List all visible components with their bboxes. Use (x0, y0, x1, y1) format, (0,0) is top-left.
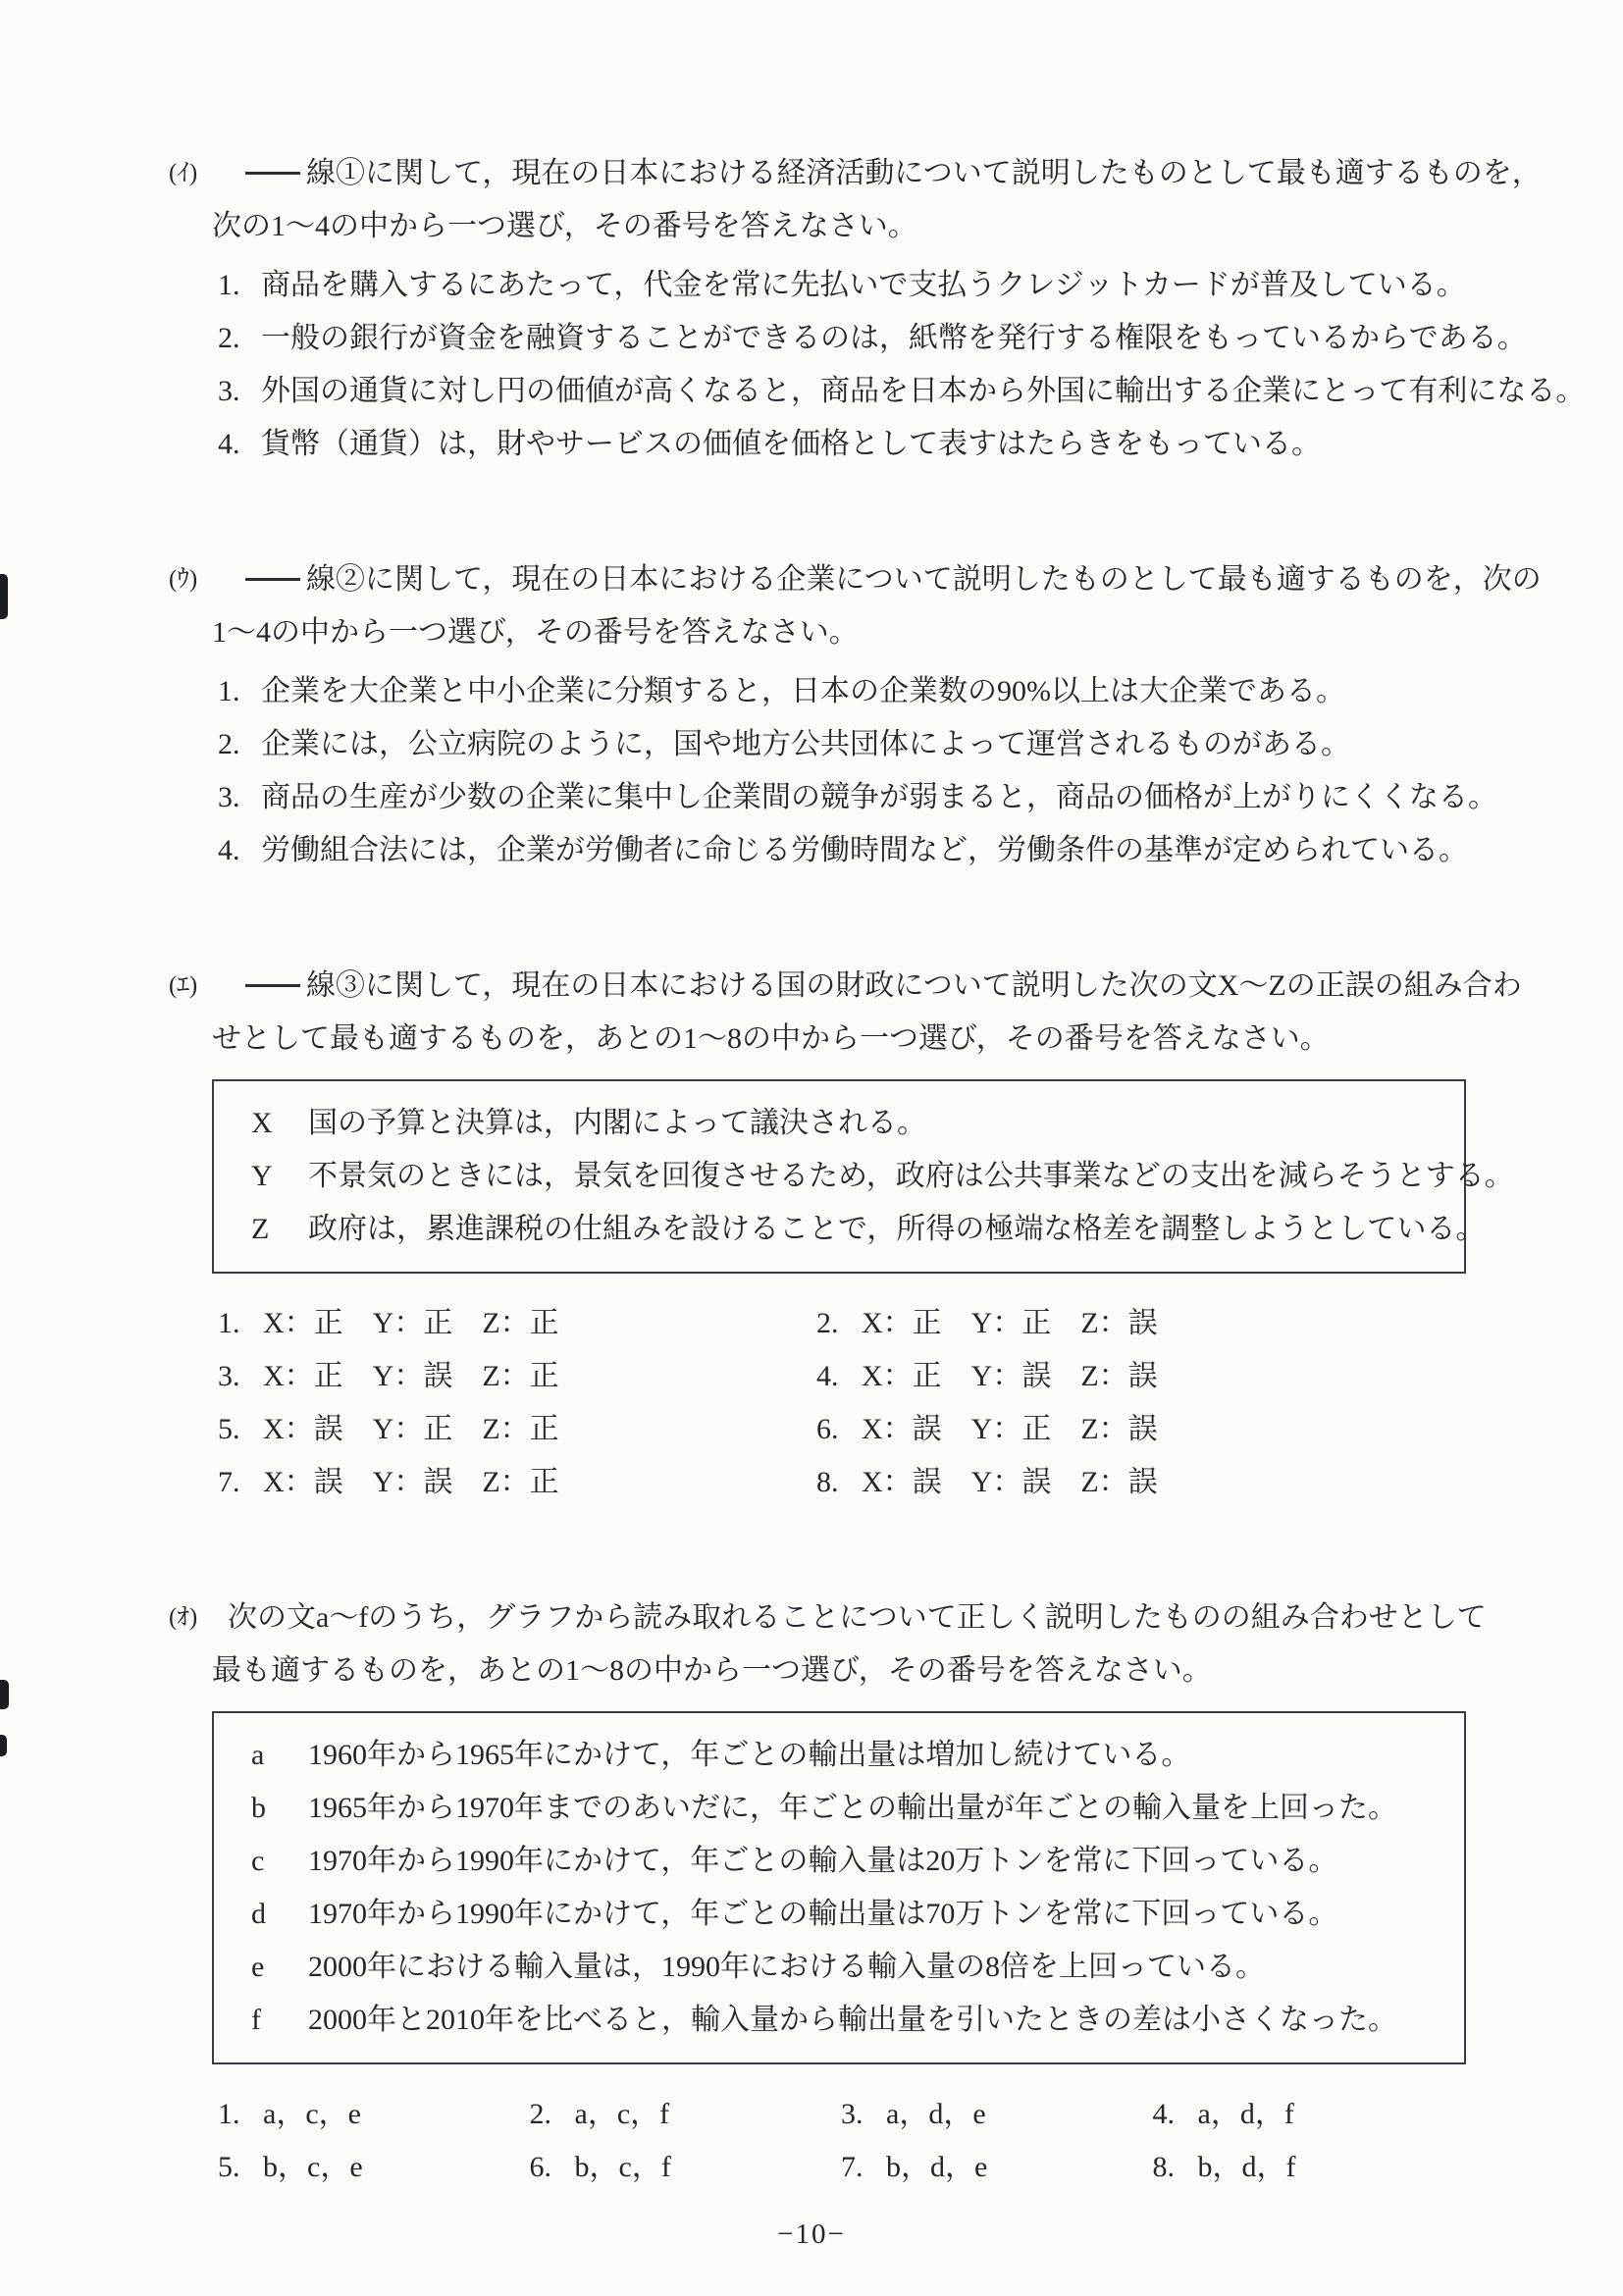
question-o-stem: 次の文a～fのうち，グラフから読み取れることについて正しく説明したものの組み合わせとして (228, 1601, 1487, 1634)
statement-key: X (251, 1107, 273, 1139)
statement-text: 政府は，累進課税の仕組みを設けることで，所得の極端な格差を調整しようとしている。 (308, 1213, 1486, 1245)
option-text: 企業を大企業と中小企業に分類すると，日本の企業数の90%以上は大企業である。 (261, 675, 1345, 707)
option-text: 外国の通貨に対し円の価値が高くなると，商品を日本から外国に輸出する企業にとって有利になる。 (261, 375, 1586, 407)
choice-item (218, 1456, 816, 1509)
statement-box-xyz (212, 1079, 1514, 1274)
choice-item (218, 2088, 530, 2141)
choice-text: X：正 Y：正 Z：正 (263, 1307, 559, 1339)
option-item (218, 665, 1466, 718)
scan-artifact (0, 1735, 7, 1756)
question-i (167, 147, 1586, 471)
question-u (167, 553, 1542, 877)
underline-dash-icon (245, 578, 300, 581)
statement-row (251, 1729, 1444, 1782)
statement-row (251, 1203, 1486, 1256)
option-item (218, 824, 1466, 877)
choice-number: 7. (841, 2151, 864, 2183)
underline-dash-icon (245, 172, 300, 175)
question-i-options (218, 259, 1586, 471)
choice-number: 7. (218, 1466, 240, 1498)
option-number: 1. (218, 269, 240, 301)
choice-text: b，d，e (886, 2151, 988, 2183)
option-text: 一般の銀行が資金を融資することができるのは，紙幣を発行する権限をもっているからである。 (261, 322, 1527, 354)
choice-number: 5. (218, 1413, 240, 1445)
option-number: 2. (218, 322, 240, 354)
statement-key: Z (251, 1213, 270, 1245)
statement-box-af (212, 1711, 1466, 2064)
choice-text: a，d，e (886, 2098, 986, 2130)
question-u-stem-cont: 1～4の中から一つ選び，その番号を答えなさい。 (212, 616, 859, 649)
choice-text: a，c，e (263, 2098, 361, 2130)
choice-item (841, 2141, 1153, 2194)
question-i-stem (245, 147, 1542, 200)
statement-row (251, 1941, 1444, 1994)
option-text: 労働組合法には，企業が労働者に命じる労働時間など，労働条件の基準が定められている。 (261, 834, 1468, 866)
question-o-label: (ｵ) (169, 1604, 198, 1631)
choice-number: 4. (1152, 2098, 1175, 2130)
option-item (218, 365, 1586, 418)
choice-text: X：誤 Y：正 Z：正 (263, 1413, 559, 1445)
statement-row (251, 1097, 1444, 1150)
option-number: 4. (218, 428, 240, 460)
question-o-stem-cont: 最も適するものを，あとの1～8の中から一つ選び，その番号を答えなさい。 (212, 1654, 1212, 1687)
option-text: 商品を購入するにあたって，代金を常に先払いで支払うクレジットカードが普及している。 (261, 269, 1466, 301)
choice-text: a，d，f (1197, 2098, 1294, 2130)
choice-text: X：正 Y：誤 Z：誤 (862, 1360, 1158, 1392)
choice-item (816, 1350, 1415, 1403)
statement-text: 1965年から1970年までのあいだに，年ごとの輸出量が年ごとの輸入量を上回った。 (308, 1792, 1397, 1824)
scan-artifact (0, 1680, 9, 1709)
question-e-stem-text: 線③に関して，現在の日本における国の財政について説明した次の文X～Zの正誤の組み合わ (306, 969, 1522, 1002)
choice-text: X：誤 Y：誤 Z：正 (263, 1466, 559, 1498)
choice-item (841, 2088, 1153, 2141)
statement-text: 国の予算と決算は，内閣によって議決される。 (308, 1107, 926, 1139)
scan-artifact (0, 574, 8, 619)
option-item (218, 312, 1527, 365)
option-text: 貨幣（通貨）は，財やサービスの価値を価格として表すはたらきをもっている。 (261, 428, 1321, 460)
question-o (167, 1592, 1487, 2194)
choice-number: 2. (529, 2098, 551, 2130)
choice-number: 3. (218, 1360, 240, 1392)
option-item (218, 718, 1466, 771)
choice-item (218, 2141, 530, 2194)
statement-key: Y (251, 1160, 273, 1192)
choice-item (218, 1350, 816, 1403)
option-number: 3. (218, 781, 240, 813)
question-e (167, 960, 1522, 1509)
choice-item (530, 2141, 842, 2194)
question-u-options (218, 665, 1497, 877)
choice-number: 1. (218, 2098, 240, 2130)
choice-number: 8. (816, 1466, 839, 1498)
choice-text: X：誤 Y：正 Z：誤 (862, 1413, 1158, 1445)
option-number: 3. (218, 375, 240, 407)
choice-text: b，d，f (1197, 2151, 1296, 2183)
statement-key: f (251, 2004, 261, 2036)
underline-dash-icon (245, 984, 300, 987)
choice-number: 3. (841, 2098, 864, 2130)
option-item (218, 259, 1466, 312)
statement-key: b (251, 1792, 266, 1824)
question-i-label: (ｲ) (169, 160, 198, 186)
choice-number: 4. (816, 1360, 839, 1392)
statement-row (251, 1888, 1444, 1941)
statement-row (251, 1835, 1444, 1888)
option-item (218, 418, 1466, 471)
answer-choices-af (218, 2088, 1464, 2194)
choice-text: a，c，f (574, 2098, 670, 2130)
statement-key: a (251, 1739, 265, 1771)
choice-number: 1. (218, 1307, 240, 1339)
choice-text: X：誤 Y：誤 Z：誤 (862, 1466, 1158, 1498)
choice-item (218, 1297, 816, 1350)
question-e-label: (ｴ) (169, 972, 198, 999)
option-number: 1. (218, 675, 240, 707)
option-item (218, 771, 1497, 824)
choice-number: 8. (1152, 2151, 1175, 2183)
choice-item (816, 1456, 1415, 1509)
statement-key: e (251, 1951, 265, 1983)
statement-row (251, 1150, 1514, 1203)
statement-key: d (251, 1898, 266, 1930)
statement-text: 1970年から1990年にかけて，年ごとの輸入量は20万トンを常に下回っている。 (308, 1845, 1338, 1877)
choice-item (218, 1403, 816, 1456)
choice-item (1153, 2088, 1465, 2141)
choice-number: 6. (816, 1413, 839, 1445)
choice-item (1153, 2141, 1465, 2194)
question-e-stem-cont: せとして最も適するものを，あとの1～8の中から一つ選び，その番号を答えなさい。 (212, 1022, 1330, 1055)
statement-text: 1960年から1965年にかけて，年ごとの輸出量は増加し続けている。 (308, 1739, 1191, 1771)
statement-row (251, 1782, 1444, 1835)
choice-number: 2. (816, 1307, 839, 1339)
question-u-label: (ｳ) (169, 566, 198, 593)
question-i-stem-text: 線①に関して，現在の日本における経済活動について説明したものとして最も適するものを， (306, 157, 1542, 189)
question-u-stem-text: 線②に関して，現在の日本における企業について説明したものとして最も適するものを，次の (306, 563, 1542, 596)
choice-number: 6. (529, 2151, 551, 2183)
question-e-stem (245, 960, 1522, 1013)
statement-key: c (251, 1845, 265, 1877)
choice-number: 5. (218, 2151, 240, 2183)
question-i-stem-cont: 次の1～4の中から一つ選び，その番号を答えなさい。 (212, 210, 917, 242)
option-number: 4. (218, 834, 240, 866)
option-number: 2. (218, 728, 240, 760)
choice-item (816, 1297, 1415, 1350)
statement-text: 2000年における輸入量は，1990年における輸入量の8倍を上回っている。 (308, 1951, 1265, 1983)
page-number: −10− (777, 2218, 846, 2250)
option-text: 商品の生産が少数の企業に集中し企業間の競争が弱まると，商品の価格が上がりにくくなる。 (261, 781, 1497, 813)
statement-text: 1970年から1990年にかけて，年ごとの輸出量は70万トンを常に下回っている。 (308, 1898, 1338, 1930)
choice-text: b，c，e (263, 2151, 363, 2183)
statement-text: 不景気のときには，景気を回復させるため，政府は公共事業などの支出を減らそうとする。 (308, 1160, 1514, 1192)
option-text: 企業には，公立病院のように，国や地方公共団体によって運営されるものがある。 (261, 728, 1350, 760)
statement-text: 2000年と2010年を比べると，輸入量から輸出量を引いたときの差は小さくなった。 (308, 2004, 1397, 2036)
statement-row (251, 1994, 1444, 2047)
choice-text: X：正 Y：正 Z：誤 (862, 1307, 1158, 1339)
question-u-stem (245, 553, 1542, 606)
choice-item (816, 1403, 1415, 1456)
answer-choices-xyz (218, 1297, 1415, 1509)
choice-item (530, 2088, 842, 2141)
choice-text: b，c，f (574, 2151, 671, 2183)
choice-text: X：正 Y：誤 Z：正 (263, 1360, 559, 1392)
